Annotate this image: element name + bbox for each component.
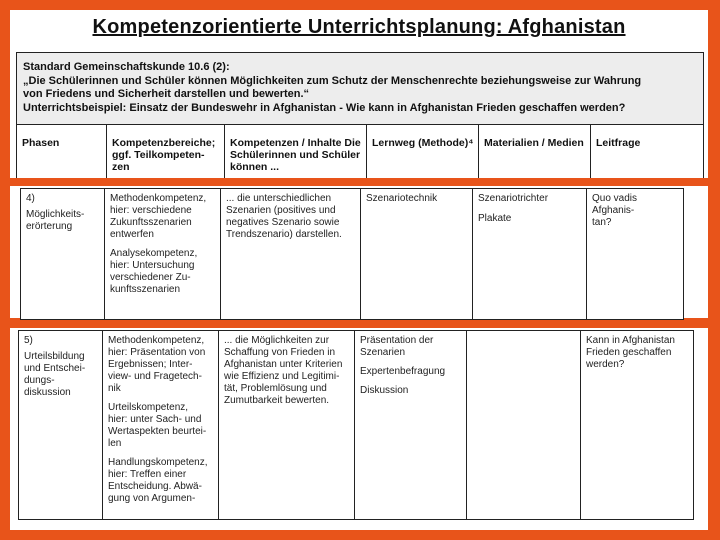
inhalt-line: tät, Problemlösung und [224, 383, 327, 394]
inhalt-line: Zumutbarkeit bewerten. [224, 395, 330, 406]
column-header-line: Schüler können ... [230, 149, 361, 173]
methode-line: Szenarien [360, 347, 406, 358]
methode-block [360, 366, 462, 378]
slide [10, 10, 708, 530]
column-header-phasen [17, 125, 107, 181]
kompetenz-line: gung von Argumen- [108, 493, 196, 504]
leitfrage-cell [587, 189, 683, 319]
material-line: Plakate [478, 213, 512, 224]
kompetenz-block [108, 335, 214, 395]
phase-number: 5) [24, 335, 33, 346]
kompetenz-line: Methodenkompetenz, [108, 335, 205, 346]
inhalt-line: ... die unterschiedlichen [226, 193, 332, 204]
kompetenz-line: Zukunftsszenarien [110, 217, 192, 228]
kompetenz-line: hier: Treffen einer [108, 469, 187, 480]
leitfrage-line: tan? [592, 217, 612, 228]
inhalt-cell [219, 331, 355, 519]
separator-band [10, 178, 708, 186]
phase-line: erörterung [26, 221, 73, 232]
material-cell [467, 331, 581, 519]
phase-cell [21, 189, 105, 319]
standard-line-2: „Die Schülerinnen und Schüler können Möglichkeiten zum Schutz der Menschenrechte beziehungsweise zur Wahrung [23, 74, 642, 87]
methode-line: Expertenbefragung [360, 366, 446, 377]
kompetenz-line: len [108, 438, 122, 449]
methode-cell [355, 331, 467, 519]
leitfrage-line: Kann in Afghanistan [586, 335, 675, 346]
inhalt-line: Schaffung von Frieden in [224, 347, 336, 358]
phase-number: 4) [26, 193, 35, 204]
kompetenz-line: hier: verschiedene [110, 205, 192, 216]
kompetenz-line: Handlungskompetenz, [108, 457, 208, 468]
column-header-materialien [479, 125, 591, 181]
inhalt-line: Trendszenario) darstellen. [226, 229, 342, 240]
slide-title: Kompetenzorientierte Unterrichtsplanung: Afghanistan [92, 16, 626, 38]
column-header-line: Phasen [22, 137, 60, 149]
kompetenz-line: kunftsszenarien [110, 284, 181, 295]
kompetenz-line: Urteilskompetenz, [108, 402, 189, 413]
column-header-line: Kompetenzbereiche; [112, 137, 216, 149]
kompetenz-line: view- und Fragetech- [108, 371, 202, 382]
leitfrage-line: Quo vadis Afghanis- [592, 193, 638, 216]
kompetenz-line: Entscheidung. Abwä- [108, 481, 202, 492]
material-cell [473, 189, 587, 319]
phase-line: Urteilsbildung [24, 351, 85, 362]
inhalt-line: Szenarien (positives und [226, 205, 336, 216]
methode-line: Szenariotechnik [366, 193, 438, 204]
table-header-block [16, 52, 704, 180]
kompetenz-cell [103, 331, 219, 519]
column-header-line: zen [112, 161, 130, 173]
kompetenz-block [110, 193, 216, 241]
methode-block [360, 385, 462, 397]
methode-cell [361, 189, 473, 319]
kompetenz-line: Analysekompetenz, [110, 248, 198, 259]
inhalt-line: Afghanistan unter Kriterien [224, 359, 343, 370]
inhalt-line: negatives Szenario sowie [226, 217, 340, 228]
leitfrage-line: werden? [586, 359, 625, 370]
leitfrage-line: Frieden geschaffen [586, 347, 672, 358]
phase-cell [19, 331, 103, 519]
kompetenz-block [108, 457, 214, 505]
column-header-leitfrage [591, 125, 703, 181]
kompetenz-block [110, 248, 216, 296]
inhalt-line: ... die Möglichkeiten zur [224, 335, 330, 346]
kompetenz-cell [105, 189, 221, 319]
standard-line-1: Standard Gemeinschaftskunde 10.6 (2): [23, 61, 230, 73]
inhalt-line: wie Effizienz und Legitimi- [224, 371, 340, 382]
standard-description [17, 53, 703, 125]
inhalt-cell [221, 189, 361, 319]
material-line: Szenariotrichter [478, 193, 549, 204]
phase-line: dungs- [24, 375, 55, 386]
kompetenz-block [108, 402, 214, 450]
column-header-line: Materialien / Medien [484, 137, 584, 149]
table-row-phase-4 [20, 188, 684, 320]
column-header-line: ggf. Teilkompeten- [112, 149, 205, 161]
methode-block [360, 335, 462, 359]
example-line: Unterrichtsbeispiel: Einsatz der Bundeswehr in Afghanistan - Wie kann in Afghanistan Frieden geschaffen werden? [23, 101, 626, 114]
column-header-kompetenzen [225, 125, 367, 181]
standard-line-3: von Friedens und Sicherheit darstellen und bewerten.“ [23, 88, 310, 100]
kompetenz-line: hier: Präsentation von [108, 347, 206, 358]
phase-line: und Entschei- [24, 363, 86, 374]
column-header-line: Lernweg (Methode)⁴ [372, 137, 474, 149]
kompetenz-line: verschiedener Zu- [110, 272, 191, 283]
methode-line: Präsentation der [360, 335, 434, 346]
table-row-phase-5 [18, 330, 694, 520]
leitfrage-cell [581, 331, 693, 519]
column-header-lernweg [367, 125, 479, 181]
phase-line: Möglichkeits- [26, 209, 85, 220]
column-header-line: Die Schülerinnen und [230, 137, 361, 161]
kompetenz-line: Methodenkompetenz, [110, 193, 207, 204]
kompetenz-line: Wertaspekten beurtei- [108, 426, 207, 437]
phase-line: diskussion [24, 387, 71, 398]
kompetenz-line: hier: Untersuchung [110, 260, 195, 271]
kompetenz-line: hier: unter Sach- und [108, 414, 202, 425]
kompetenz-line: entwerfen [110, 229, 154, 240]
kompetenz-line: nik [108, 383, 121, 394]
column-header-kompetenzbereiche [107, 125, 225, 181]
methode-line: Diskussion [360, 385, 409, 396]
column-header-line: Leitfrage [596, 137, 641, 149]
column-header-line: Kompetenzen / Inhalte [230, 137, 342, 149]
kompetenz-line: Ergebnissen; Inter- [108, 359, 193, 370]
